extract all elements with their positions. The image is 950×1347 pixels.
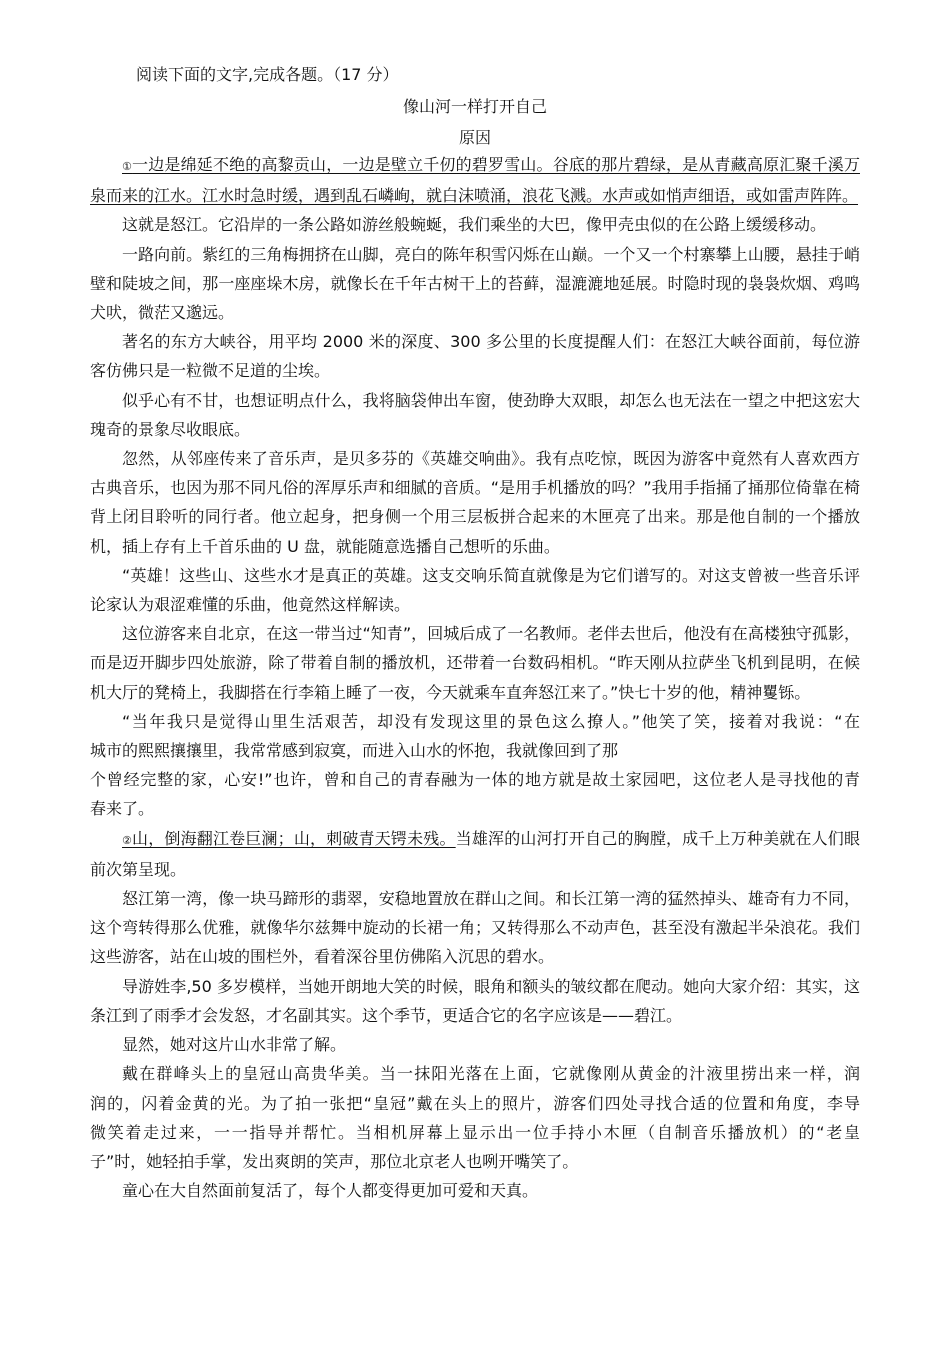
paragraph-12: 导游姓李,50 多岁模样，当她开朗地大笑的时候，眼角和额头的皱纹都在爬动。她向大家介绍：其实，这条江到了雨季才会发怒，才名副其实。这个季节，更适合它的名字应该是——碧江。	[90, 976, 860, 1025]
paragraph-9-line-1: “当年我只是觉得山里生活艰苦，却没有发现这里的景色这么撩人。”他笑了笑，接着对我说：“在	[122, 711, 860, 731]
paragraph-14-line-1: 戴在群峰头上的皇冠山高贵华美。当一抹阳光落在上面，它就像刚从黄金的汁液里捞出来一样，润	[122, 1064, 860, 1084]
paragraph-9	[90, 707, 860, 824]
underlined-passage-1: ①一边是绵延不绝的高黎贡山，一边是壁立千仞的碧罗雪山。谷底的那片碧绿，是从青藏高原汇聚千溪万泉而来的江水。江水时急时缓，遇到乱石嶙峋，就白沫喷涌，浪花飞溅。水声或如悄声细语，或如雷声阵阵。	[90, 155, 860, 206]
paragraph-11: 怒江第一湾，像一块马蹄形的翡翠，安稳地置放在群山之间。和长江第一湾的猛然掉头、雄奇有力不同，这个弯转得那么优雅，就像华尔兹舞中旋动的长裙一角；又转得那么不动声色，甚至没有激起半朵浪花。我们这些游客，站在山坡的围栏外，看着深谷里仿佛陷入沉思的碧水。	[90, 889, 860, 967]
paragraph-2: 这就是怒江。它沿岸的一条公路如游丝般蜿蜒，我们乘坐的大巴，像甲壳虫似的在公路上缓缓移动。	[122, 215, 827, 235]
paragraph-7: “英雄！这些山、这些水才是真正的英雄。这支交响乐简直就像是为它们谱写的。对这支曾被一些音乐评论家认为艰涩难懂的乐曲，他竟然这样解读。	[90, 565, 860, 615]
article-title: 像山河一样打开自己	[402, 97, 547, 116]
paragraph-3: 一路向前。紫红的三角梅拥挤在山脚，亮白的陈年积雪闪烁在山巅。一个又一个村寨攀上山腰，悬挂于峭壁和陡坡之间，那一座座垛木房，就像长在千年古树干上的苔藓，湿漉漉地延展。时隐时现的袅袅炊烟、鸡鸣犬吠，微茫又邈远。	[90, 244, 860, 323]
paragraph-14-line-4: 子”时，她轻拍手掌，发出爽朗的笑声，那位北京老人也咧开嘴笑了。	[90, 1151, 579, 1171]
paragraph-4: 著名的东方大峡谷，用平均 2000 米的深度、300 多公里的长度提醒人们：在怒江大峡谷面前，每位游客仿佛只是一粒微不足道的尘埃。	[90, 332, 860, 381]
paragraph-5: 似乎心有不甘，也想证明点什么，我将脑袋伸出车窗，使劲睁大双眼，却怎么也无法在一望之中把这宏大瑰奇的景象尽收眼底。	[90, 390, 860, 439]
marker-1: ①	[122, 160, 133, 173]
article-body	[90, 150, 860, 1205]
paragraph-14-line-3: 微笑着走过来，一一指导并帮忙。当相机屏幕上显示出一位手持小木匣（自制音乐播放机）的“老皇	[90, 1122, 860, 1142]
paragraph-9-line-2: 城市的熙熙攘攘里，我常常感到寂寞，而进入山水的怀抱，我就像回到了那	[90, 741, 619, 761]
paragraph-15: 童心在大自然面前复活了，每个人都变得更加可爱和天真。	[122, 1181, 539, 1201]
underlined-passage-2: ②山，倒海翻江卷巨澜；山，刺破青天锷未残。	[122, 828, 456, 848]
marker-2: ②	[122, 833, 133, 847]
paragraph-14-line-2: 润的，闪着金黄的光。为了拍一张把“皇冠”戴在头上的照片，游客们四处寻找合适的位置和角度，李导	[90, 1093, 860, 1113]
article-author: 原因	[458, 128, 491, 147]
paragraph-1	[90, 150, 860, 210]
paragraph-13: 显然，她对这片山水非常了解。	[122, 1035, 347, 1055]
paragraph-9-line-4: 春来了。	[90, 799, 155, 819]
paragraph-9-line-3: 个曾经完整的家，心安!”也许，曾和自己的青春融为一体的地方就是故土家园吧，这位老人是寻找他的青	[90, 770, 860, 790]
paragraph-8: 这位游客来自北京，在这一带当过“知青”，回城后成了一名教师。老伴去世后，他没有在高楼独守孤影，而是迈开脚步四处旅游，除了带着自制的播放机，还带着一台数码相机。“昨天刚从拉萨坐飞机到昆明，在候机大厅的凳椅上，我脚搭在行李箱上睡了一夜，今天就乘车直奔怒江来了。”快七十岁的他，精神矍铄。	[90, 624, 860, 702]
paragraph-14	[90, 1059, 860, 1176]
paragraph-10: ②山，倒海翻江卷巨澜；山，刺破青天锷未残。当雄浑的山河打开自己的胸膛，成千上万种美就在人们眼前次第呈现。	[90, 828, 860, 879]
paragraph-6: 忽然，从邻座传来了音乐声，是贝多芬的《英雄交响曲》。我有点吃惊，既因为游客中竟然有人喜欢西方古典音乐，也因为那不同凡俗的浑厚乐声和细腻的音质。“是用手机播放的吗？”我用手指捅了捅那位倚靠在椅背上闭目聆听的同行者。他立起身，把身侧一个用三层板拼合起来的木匣亮了出来。那是他自制的一个播放机，插上存有上千首乐曲的 U 盘，就能随意选播自己想听的乐曲。	[90, 449, 860, 556]
question-instruction: 阅读下面的文字,完成各题。（17 分）	[136, 65, 399, 84]
